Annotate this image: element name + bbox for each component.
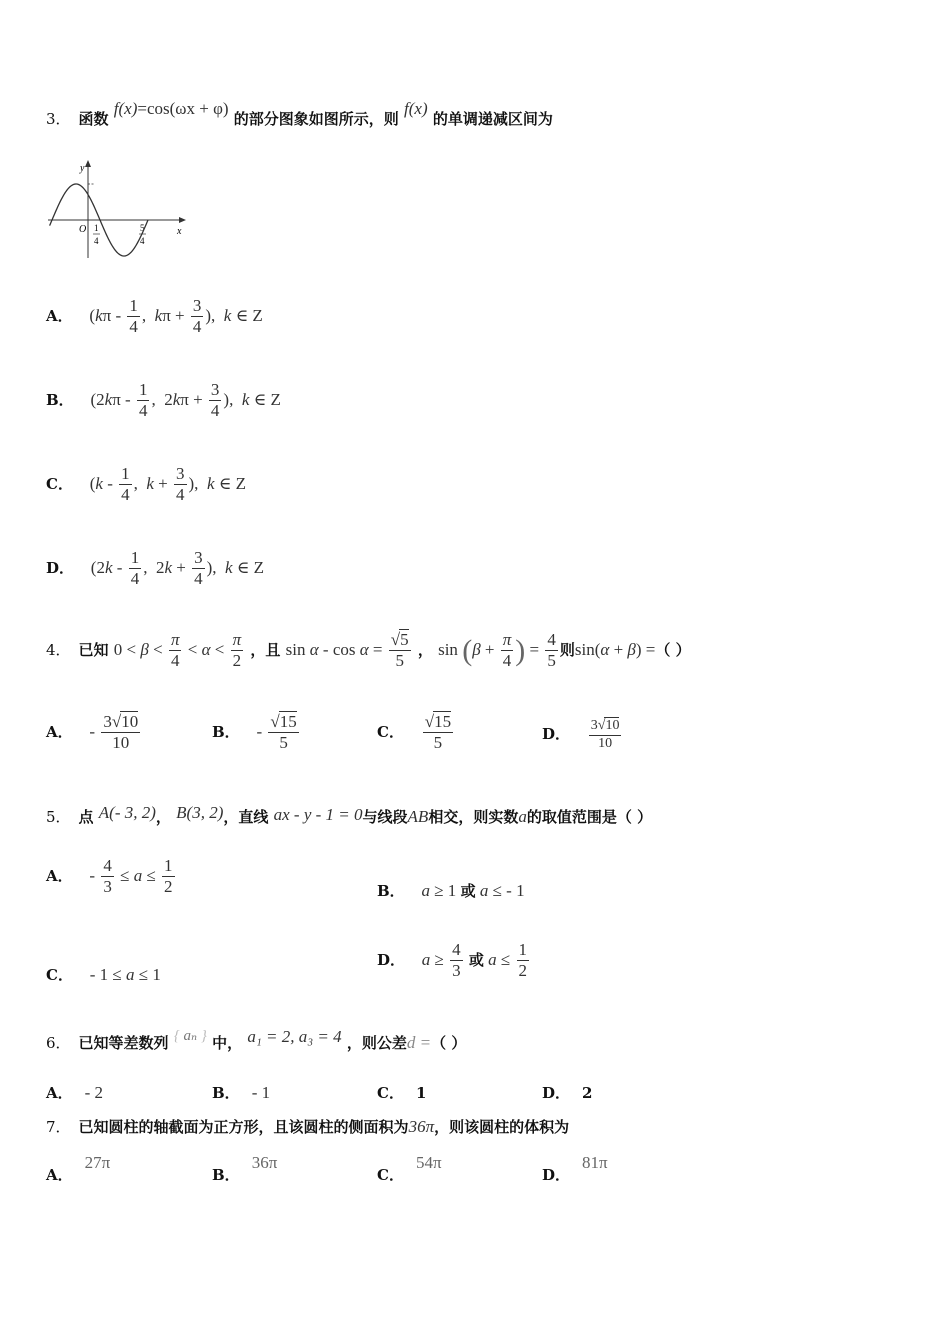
q3-option-c[interactable]: C． (k - $\frac{1}{4}$ , k + $\frac{3}{4}$ ), k ∈ Z [46,464,246,505]
cosine-graph [42,158,192,258]
q3-option-d[interactable]: D． (2k - $\frac{1}{4}$ , 2k + $\frac{3}{4}$ ), k ∈ Z [46,548,265,589]
q6-option-b[interactable]: B． - 1 [212,1083,271,1102]
tick1-den: 4 [94,236,99,246]
y-axis-arrow [85,160,91,167]
question-7-stem: 7． 已知圆柱的轴截面为正方形，且该圆柱的侧面积为36π，则该圆柱的体积为 [46,1117,570,1136]
tick1-num: 1 [94,223,99,233]
origin-label: O [79,224,87,235]
y-axis-label: y [80,163,85,174]
tick2-num: 5 [140,223,145,233]
q4-option-c[interactable]: C． $\frac{√15}{5}$ [377,712,452,753]
q5-option-a[interactable]: A． - $\frac{4}{3}$ ≤ a ≤ $\frac{1}{2}$ [46,856,173,897]
q4-option-d[interactable]: D． $\frac{3√10}{10}$ [542,718,620,751]
q4-option-a[interactable]: A． - $\frac{3√10}{10}$ [46,712,139,753]
q3-option-b[interactable]: B． (2kπ - $\frac{1}{4}$ , 2kπ + $\frac{3}{4}$ ), k ∈ Z [46,380,281,421]
tick2-den: 4 [140,236,145,246]
q7-option-c[interactable]: C．54π [377,1153,442,1184]
x-axis-label: x [177,226,182,237]
x-axis-arrow [179,217,186,223]
q6-option-a[interactable]: A． - 2 [46,1083,104,1102]
q7-option-a[interactable]: A．27π [46,1153,111,1184]
q7-option-b[interactable]: B．36π [212,1153,278,1184]
q3-option-a[interactable]: A． (kπ - $\frac{1}{4}$ , kπ + $\frac{3}{4}$ ), k ∈ Z [46,296,263,337]
q6-option-d[interactable]: D． 2 [542,1084,593,1102]
q5-option-c[interactable]: C． - 1 ≤ a ≤ 1 [46,965,161,984]
question-4-stem: 4． 已知 0 < β < $\frac{\pi}{4}$ < α < $\frac{\pi}{2}$ ，且 sin α - cos α = $\frac{√5}{5}$ ， sin (β + $\frac{\pi}{4}$ ) = $\frac{4}{5}$ 则sin(α + β) =（ ） [46,630,691,671]
q4-option-b[interactable]: B． - $\frac{√15}{5}$ [212,712,297,753]
q5-option-b[interactable]: B． a ≥ 1 或 a ≤ - 1 [377,881,525,900]
question-5-stem: 5． 点 A(- 3, 2)， B(3, 2)，直线 ax - y - 1 = 0与线段AB相交，则实数a的取值范围是（ ） [46,803,653,826]
question-3-stem: 3． 函数 f(x)=cos(ωx + φ) 的部分图象如图所示，则 f(x) 的单调递减区间为 [46,99,553,128]
q7-option-d[interactable]: D．81π [542,1153,608,1184]
q5-option-d[interactable]: D． a ≥ $\frac{4}{3}$ 或 a ≤ $\frac{1}{2}$ [377,940,527,981]
question-6-stem: 6． 已知等差数列 { aₙ } 中， a₁ = 2, a₃ = 4 ，则公差d =（ ） [46,1027,467,1052]
q6-option-c[interactable]: C． 1 [377,1084,427,1102]
